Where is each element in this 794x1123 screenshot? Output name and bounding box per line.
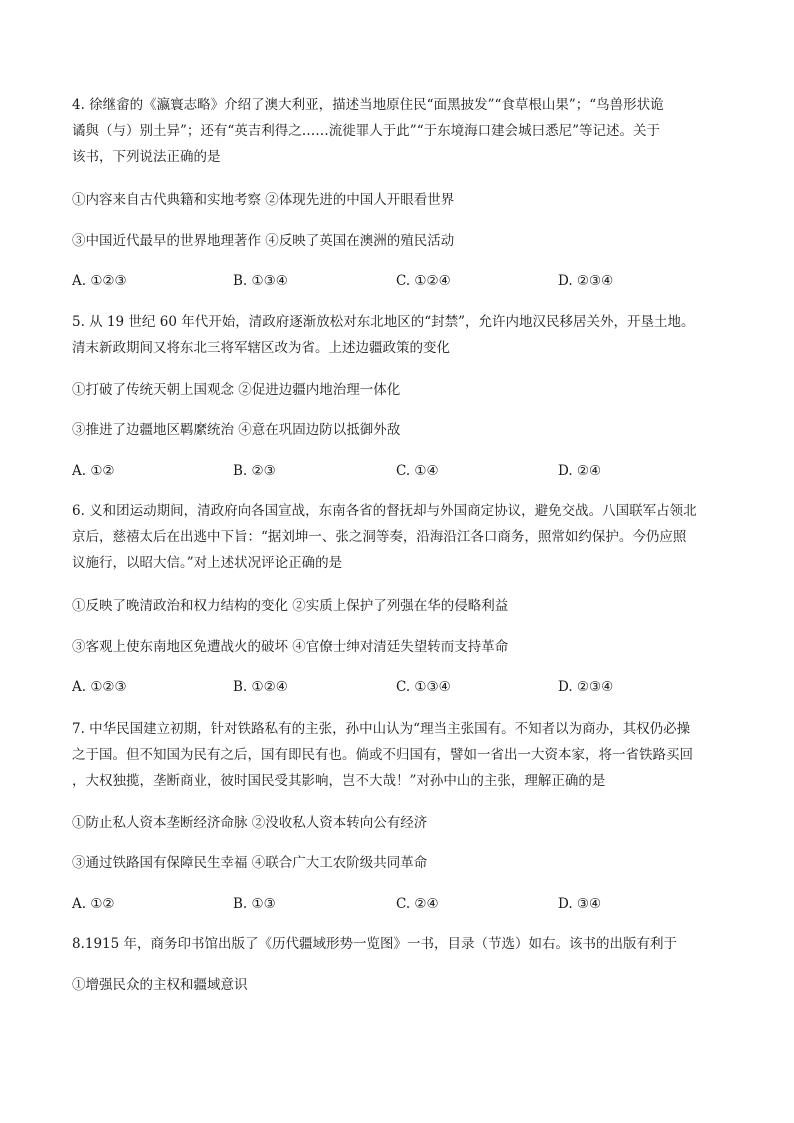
question-7-stem (72, 716, 722, 794)
question-4-line-2: 谲與（与）别土异”；还有“英吉利得之……流徙罪人于此”“于东境海口建会城曰悉尼”等记述。关于 (72, 123, 661, 139)
question-6-statements-2: ③客观上使东南地区免遭战火的破坏 ④官僚士绅对清廷失望转而支持革命 (72, 639, 509, 655)
question-5-option-d[interactable]: D. ②④ (558, 463, 602, 479)
question-4-statements-1: ①内容来自古代典籍和实地考察 ②体现先进的中国人开眼看世界 (72, 192, 455, 208)
question-7-statements-1: ①防止私人资本垄断经济命脉 ②没收私人资本转向公有经济 (72, 815, 428, 831)
question-7-statements-2: ③通过铁路国有保障民生幸福 ④联合广大工农阶级共同革命 (72, 855, 428, 871)
question-8-statements-1: ①增强民众的主权和疆域意识 (72, 977, 248, 993)
question-5-option-a[interactable]: A. ①② (72, 463, 115, 479)
question-4-line-3: 该书，下列说法正确的是 (72, 149, 221, 165)
question-7-option-c[interactable]: C. ②④ (396, 896, 439, 912)
question-4-option-d[interactable]: D. ②③④ (558, 273, 614, 289)
question-7-options (72, 894, 722, 914)
question-4-option-c[interactable]: C. ①②④ (396, 273, 451, 289)
question-6-option-a[interactable]: A. ①②③ (72, 679, 127, 695)
question-6-line-3: 议施行，以昭大信。”对上述状况评论正确的是 (72, 555, 343, 571)
question-4-stem (72, 92, 722, 170)
question-5-line-1: 5. 从 19 世纪 60 年代开始，清政府逐渐放松对东北地区的“封禁”，允许内地汉民移居关外，开垦土地。 (72, 314, 695, 330)
question-7-option-d[interactable]: D. ③④ (558, 896, 602, 912)
question-6-option-b[interactable]: B. ①②④ (233, 679, 288, 695)
question-5-option-c[interactable]: C. ①④ (396, 463, 439, 479)
question-4-option-b[interactable]: B. ①③④ (233, 273, 288, 289)
question-4-option-a[interactable]: A. ①②③ (72, 273, 127, 289)
question-7-line-2: 之于国。但不知国为民有之后，国有即民有也。倘或不归国有，譬如一省出一大资本家，将一省铁路买回 (72, 747, 693, 763)
question-5-options (72, 461, 722, 481)
question-6-line-2: 京后，慈禧太后在出逃中下旨：“据刘坤一、张之洞等奏，沿海沿江各口商务，照常如约保护。今仍应照 (72, 529, 687, 545)
question-4-line-1: 4. 徐继畲的《瀛寰志略》介绍了澳大利亚，描述当地原住民“面黑披发”“食草根山果”；“鸟兽形状诡 (72, 97, 664, 113)
question-4-options (72, 271, 722, 291)
question-7-option-a[interactable]: A. ①② (72, 896, 115, 912)
question-5-option-b[interactable]: B. ②③ (233, 463, 276, 479)
question-6-options (72, 677, 722, 697)
question-7-option-b[interactable]: B. ①③ (233, 896, 276, 912)
question-6-option-c[interactable]: C. ①③④ (396, 679, 451, 695)
question-4-statements-2: ③中国近代最早的世界地理著作 ④反映了英国在澳洲的殖民活动 (72, 233, 455, 249)
question-5-stem (72, 309, 722, 361)
question-5-statements-2: ③推进了边疆地区羁縻统治 ④意在巩固边防以抵御外敌 (72, 422, 401, 438)
question-6-stem (72, 498, 722, 576)
question-6-statements-1: ①反映了晚清政治和权力结构的变化 ②实质上保护了列强在华的侵略利益 (72, 598, 509, 614)
question-6-option-d[interactable]: D. ②③④ (558, 679, 614, 695)
question-5-statements-1: ①打破了传统天朝上国观念 ②促进边疆内地治理一体化 (72, 382, 401, 398)
question-7-line-3: ，大权独揽，垄断商业，彼时国民受其影响，岂不大哉！”对孙中山的主张，理解正确的是 (72, 773, 606, 789)
question-8-stem: 8.1915 年，商务印书馆出版了《历代疆域形势一览图》一书，目录（节选）如右。该书的出版有利于 (72, 936, 678, 952)
question-7-line-1: 7. 中华民国建立初期，针对铁路私有的主张，孙中山认为“理当主张国有。不知者以为商办，其权仍必操 (72, 721, 691, 737)
question-6-line-1: 6. 义和团运动期间，清政府向各国宣战，东南各省的督抚却与外国商定协议，避免交战。八国联军占领北 (72, 503, 697, 519)
question-5-line-2: 清末新政期间又将东北三将军辖区改为省。上述边疆政策的变化 (72, 340, 450, 356)
